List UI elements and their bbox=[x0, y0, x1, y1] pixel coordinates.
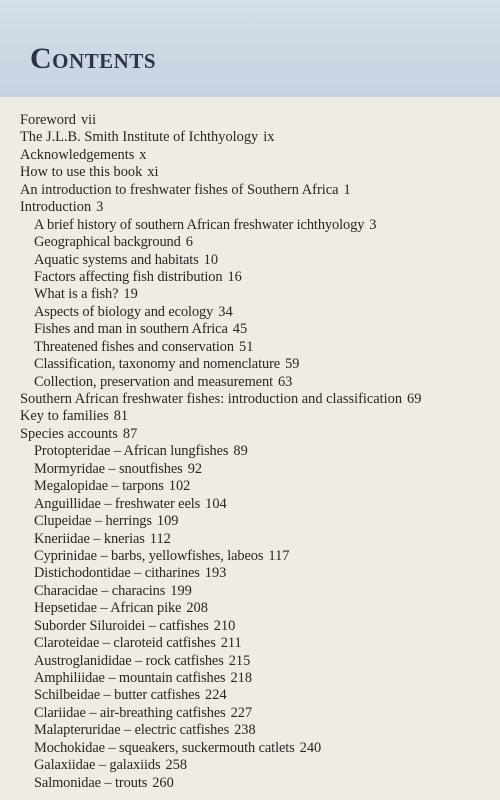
toc-entry-page: 3 bbox=[369, 216, 377, 233]
toc-entry bbox=[20, 461, 492, 478]
toc-entry-title: Hepsetidae – African pike bbox=[34, 600, 182, 617]
table-of-contents bbox=[20, 112, 492, 792]
toc-entry-page: 51 bbox=[239, 338, 254, 355]
toc-entry-page: xi bbox=[147, 164, 159, 181]
toc-entry bbox=[20, 391, 492, 408]
toc-entry bbox=[20, 164, 492, 181]
toc-entry-page: x bbox=[139, 146, 147, 163]
toc-entry-title: Megalopidae – tarpons bbox=[34, 478, 164, 495]
toc-entry-page: 238 bbox=[234, 722, 256, 739]
toc-entry-page: 117 bbox=[268, 547, 290, 564]
toc-entry bbox=[20, 722, 492, 739]
toc-entry bbox=[20, 687, 492, 704]
toc-entry bbox=[20, 147, 492, 164]
toc-entry-page: 45 bbox=[232, 321, 248, 338]
toc-entry-title: Malapteruridae – electric catfishes bbox=[34, 722, 230, 739]
toc-entry bbox=[20, 705, 492, 722]
toc-entry bbox=[20, 635, 492, 652]
toc-entry-page: 59 bbox=[285, 356, 300, 373]
toc-entry-page: 69 bbox=[407, 391, 422, 407]
toc-entry-page: 6 bbox=[185, 234, 193, 251]
toc-entry bbox=[20, 775, 492, 792]
toc-entry-title: Anguillidae – freshwater eels bbox=[34, 495, 201, 512]
toc-entry bbox=[20, 670, 492, 687]
toc-entry-page: 19 bbox=[123, 286, 138, 303]
toc-entry-page: 104 bbox=[205, 495, 227, 512]
toc-entry-page: 215 bbox=[228, 652, 251, 669]
toc-entry-title: Characidae – characins bbox=[34, 582, 166, 599]
toc-entry-page: 240 bbox=[299, 739, 322, 756]
toc-entry-title: Introduction bbox=[20, 199, 92, 216]
toc-entry bbox=[20, 234, 492, 251]
toc-entry-title: Mochokidae – squeakers, suckermouth catlets bbox=[34, 739, 295, 756]
toc-entry-page: 208 bbox=[186, 600, 208, 617]
toc-entry-page: 63 bbox=[277, 373, 293, 390]
toc-entry-title: Threatened fishes and conservation bbox=[34, 338, 234, 355]
toc-entry-page: 224 bbox=[205, 687, 227, 704]
toc-entry-title: Classification, taxonomy and nomenclature bbox=[34, 356, 281, 373]
toc-entry-title: Aquatic systems and habitats bbox=[34, 251, 199, 268]
toc-entry bbox=[20, 531, 492, 548]
toc-entry bbox=[20, 408, 492, 425]
toc-entry bbox=[20, 496, 492, 513]
toc-entry-title: How to use this book bbox=[20, 164, 143, 181]
toc-entry-title: Salmonidae – trouts bbox=[34, 774, 148, 791]
toc-entry-page: 109 bbox=[156, 513, 179, 530]
toc-entry-title: Mormyridae – snoutfishes bbox=[34, 460, 183, 477]
toc-entry-title: Austroglanididae – rock catfishes bbox=[34, 652, 224, 669]
toc-entry-title: Distichodontidae – citharines bbox=[34, 565, 200, 582]
toc-entry bbox=[20, 443, 492, 460]
toc-entry bbox=[20, 339, 492, 356]
toc-entry-title: Kneriidae – knerias bbox=[34, 530, 145, 547]
page-title: Contents bbox=[30, 42, 157, 76]
toc-entry-page: 34 bbox=[218, 303, 233, 320]
toc-entry-title: Fishes and man in southern Africa bbox=[34, 321, 228, 338]
toc-entry-page: 102 bbox=[168, 478, 191, 495]
toc-entry-title: The J.L.B. Smith Institute of Ichthyology bbox=[20, 129, 259, 146]
toc-entry-page: 1 bbox=[343, 181, 351, 198]
toc-entry-page: 3 bbox=[96, 199, 104, 216]
toc-entry bbox=[20, 618, 492, 635]
toc-entry-page: 227 bbox=[230, 704, 253, 721]
toc-entry-page: 218 bbox=[230, 670, 253, 686]
toc-entry bbox=[20, 478, 492, 495]
toc-entry-page: 193 bbox=[204, 565, 227, 582]
toc-entry-title: Amphiliidae – mountain catfishes bbox=[34, 670, 226, 686]
toc-entry-page: 211 bbox=[220, 635, 242, 652]
toc-entry-page: 210 bbox=[213, 617, 236, 634]
toc-entry-title: Clariidae – air-breathing catfishes bbox=[34, 704, 226, 721]
toc-entry bbox=[20, 356, 492, 373]
toc-entry-page: 260 bbox=[152, 774, 174, 791]
toc-entry bbox=[20, 548, 492, 565]
toc-entry-title: Aspects of biology and ecology bbox=[34, 303, 214, 320]
toc-entry bbox=[20, 304, 492, 321]
toc-entry-title: Factors affecting fish distribution bbox=[34, 268, 223, 285]
toc-entry bbox=[20, 199, 492, 216]
toc-entry bbox=[20, 129, 492, 146]
toc-entry bbox=[20, 565, 492, 582]
toc-entry-title: Acknowledgements bbox=[20, 146, 135, 163]
toc-entry-title: An introduction to freshwater fishes of Southern Africa bbox=[20, 181, 339, 198]
toc-entry-title: Species accounts bbox=[20, 425, 118, 442]
toc-entry bbox=[20, 600, 492, 617]
toc-entry bbox=[20, 217, 492, 234]
toc-entry-title: What is a fish? bbox=[34, 286, 119, 303]
toc-entry-page: 112 bbox=[149, 530, 171, 547]
toc-entry-page: ix bbox=[263, 129, 275, 146]
toc-entry-title: Galaxiidae – galaxiids bbox=[34, 757, 161, 774]
toc-entry-page: vii bbox=[80, 112, 97, 128]
toc-entry-title: Collection, preservation and measurement bbox=[34, 373, 273, 390]
toc-entry-page: 87 bbox=[122, 425, 138, 442]
toc-entry bbox=[20, 653, 492, 670]
toc-entry-title: A brief history of southern African freshwater ichthyology bbox=[34, 216, 365, 233]
toc-entry-title: Key to families bbox=[20, 408, 109, 425]
toc-entry-page: 89 bbox=[233, 443, 248, 460]
toc-entry bbox=[20, 583, 492, 600]
toc-entry-title: Geographical background bbox=[34, 234, 181, 251]
toc-entry bbox=[20, 513, 492, 530]
toc-entry-title: Foreword bbox=[20, 112, 76, 128]
toc-entry-page: 199 bbox=[170, 582, 192, 599]
toc-entry bbox=[20, 321, 492, 338]
toc-entry-title: Clupeidae – herrings bbox=[34, 513, 152, 530]
toc-entry-title: Protopteridae – African lungfishes bbox=[34, 443, 229, 460]
toc-entry bbox=[20, 374, 492, 391]
toc-entry-page: 92 bbox=[187, 460, 203, 477]
toc-entry-title: Suborder Siluroidei – catfishes bbox=[34, 617, 209, 634]
toc-entry-page: 16 bbox=[227, 268, 242, 285]
toc-entry bbox=[20, 740, 492, 757]
toc-entry bbox=[20, 182, 492, 199]
toc-entry-title: Schilbeidae – butter catfishes bbox=[34, 687, 201, 704]
toc-entry-title: Southern African freshwater fishes: introduction and classification bbox=[20, 391, 403, 407]
toc-entry bbox=[20, 252, 492, 269]
toc-entry bbox=[20, 112, 492, 129]
toc-entry bbox=[20, 757, 492, 774]
toc-entry-page: 258 bbox=[165, 757, 188, 774]
toc-entry bbox=[20, 426, 492, 443]
toc-entry bbox=[20, 269, 492, 286]
toc-entry-title: Claroteidae – claroteid catfishes bbox=[34, 635, 216, 652]
toc-entry-page: 10 bbox=[203, 251, 219, 268]
toc-entry bbox=[20, 286, 492, 303]
toc-entry-title: Cyprinidae – barbs, yellowfishes, labeos bbox=[34, 547, 264, 564]
toc-entry-page: 81 bbox=[113, 408, 129, 425]
